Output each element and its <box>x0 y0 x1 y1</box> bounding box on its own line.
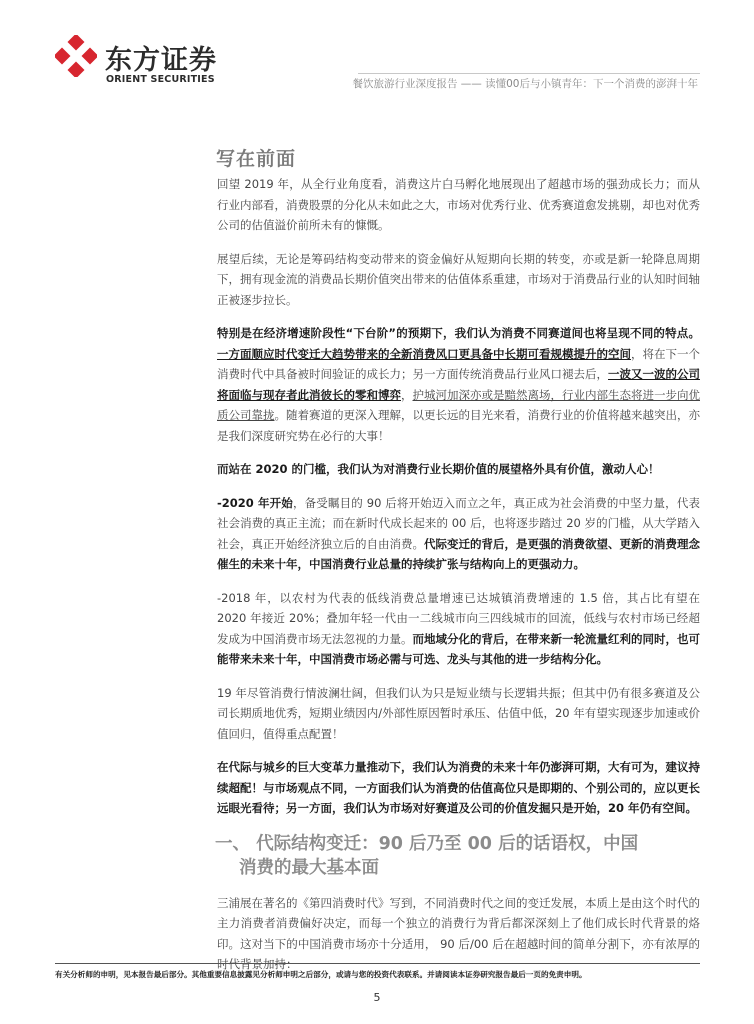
bold-text: 特别是在经济增速阶段性“下台阶”的预期下，我们认为消费不同赛道间也将呈现不同的特点。 <box>217 326 700 340</box>
paragraph-outlook: 展望后续，无论是筹码结构变动带来的资金偏好从短期向长期的转变，亦或是新一轮降息周期下，拥有现金流的消费品长期价值突出带来的估值体系重建，市场对于消费品行业的认知时间轴正被逐步拉长。 <box>217 251 700 307</box>
company-logo <box>55 30 225 90</box>
body-text: ，备受瞩目的 90 后将开始迈入而立之年，真正成为社会消费的中坚力量，代表社会消费的真正主流；而在新时代成长起来的 00 后，也将逐步踏过 20 岁的门槛，从大学踏入社会，真正开始经济独立后的自由消费。 <box>217 495 700 551</box>
paragraph-2019-market: 19 年尽管消费行情波澜壮阔，但我们认为只是短业绩与长逻辑共振；但其中仍有很多赛道及公司长期质地优秀，短期业绩因内/外部性原因暂时承压、估值中低，20 年有望实现逐步加速或价值回归，值得重点配置！ <box>217 685 700 741</box>
footer-disclaimer: 有关分析师的申明，见本报告最后部分。其他重要信息披露见分析师申明之后部分，或请与您的投资代表联系。并请阅读本证券研究报告最后一页的免责申明。 <box>55 970 587 979</box>
paragraph-review-2019: 回望 2019 年，从全行业角度看，消费这片白马孵化地展现出了超越市场的强劲成长力；而从行业内部看，消费股票的分化从未如此之大，市场对优秀行业、优秀赛道愈发挑剔，却也对优秀公司的估值溢价前所未有的慷慨。 <box>217 177 700 232</box>
underlined-bold-text: 一方面顺应时代变迁大趋势带来的全新消费风口更具备中长期可看规模提升的空间 <box>217 346 631 361</box>
chapter-heading-line2: 消费的最大基本面 <box>239 857 379 878</box>
logo-english-name: ORIENT SECURITIES <box>106 74 215 85</box>
logo-chinese-name: 东方证券 <box>105 45 217 76</box>
orient-securities-logo-icon <box>55 35 97 77</box>
bold-text: 而地域分化的背后，在带来新一轮流量红利的同时，也可能带来未来十年，中国消费市场必需与可选、龙头与其他的进一步结构分化。 <box>217 631 700 666</box>
underlined-bold-text: 一波又一波的公司将面临与现存者此消彼长的零和博弈 <box>217 367 700 402</box>
body-text: -2018 年，以农村为代表的低线消费总量增速已达城镇消费增速的 1.5 倍，其占比有望在 2020 年接近 20%；叠加年轻一代由一二线城市向三四线城市的回流，低线与农村市场已经超发成为中国消费市场无法忽视的力量。 <box>217 590 700 646</box>
report-running-title: 餐饮旅游行业深度报告 —— 读懂00后与小镇青年：下一个消费的澎湃十年 <box>352 78 698 90</box>
paragraph-fourth-consumption-era: 三浦展在著名的《第四消费时代》写到，不同消费时代之间的变迁发展，本质上是由这个时代的主力消费者消费偏好决定，而每一个独立的消费行为背后都深深刻上了他们成长时代背景的烙印。这对当下的中国消费市场亦十分适用， 90 后/00 后在超越时间的简单分割下，亦有浓厚的时代背景加持： <box>217 895 700 971</box>
body-text: ， <box>401 387 413 402</box>
bold-text: -2020 年开始 <box>217 495 293 510</box>
bold-text: 在代际与城乡的巨大变革力量推动下，我们认为消费的未来十年仍澎湃可期，大有可为，建议持续超配！与市场观点不同，一方面我们认为消费的估值高位只是即期的、个别公司的，应以更长远眼光看待；另一方面，我们认为市场对好赛道及公司的价值发掘只是开始，20 年仍有空间。 <box>217 760 700 815</box>
chapter-heading-line1: 代际结构变迁：90 后乃至 00 后的话语权，中国 <box>256 833 639 854</box>
page-number: 5 <box>373 991 381 1004</box>
paragraph-2020-threshold <box>217 459 700 480</box>
body-text: ，将在下一个消费时代中具备被时间验证的成长力；另一方面传统消费品行业风口褪去后， <box>217 346 700 381</box>
paragraph-recommendation <box>217 757 700 819</box>
paragraph-generational-change <box>217 493 700 575</box>
paragraph-regional-differentiation <box>217 588 700 670</box>
main-content <box>217 174 700 988</box>
underlined-text: 护城河加深亦或是黯然离场，行业内部生态将进一步向优质公司靠拢 <box>217 387 700 422</box>
section-title: 写在前面 <box>216 148 297 170</box>
paragraph-differentiation <box>217 323 700 446</box>
footer-rule <box>55 963 700 964</box>
chapter-heading <box>217 832 700 880</box>
bold-text: 而站在 2020 的门槛，我们认为对消费行业长期价值的展望格外具有价值，激动人心！ <box>217 462 660 476</box>
bold-text: 代际变迁的背后，是更强的消费欲望、更新的消费理念催生的未来十年，中国消费行业总量的持续扩张与结构向上的更强动力。 <box>217 536 700 571</box>
body-text: 。随着赛道的更深入理解，以更长远的目光来看，消费行业的价值将越来越突出，亦是我们深度研究势在必行的大事！ <box>217 408 700 443</box>
chapter-number: 一、 <box>215 833 250 854</box>
